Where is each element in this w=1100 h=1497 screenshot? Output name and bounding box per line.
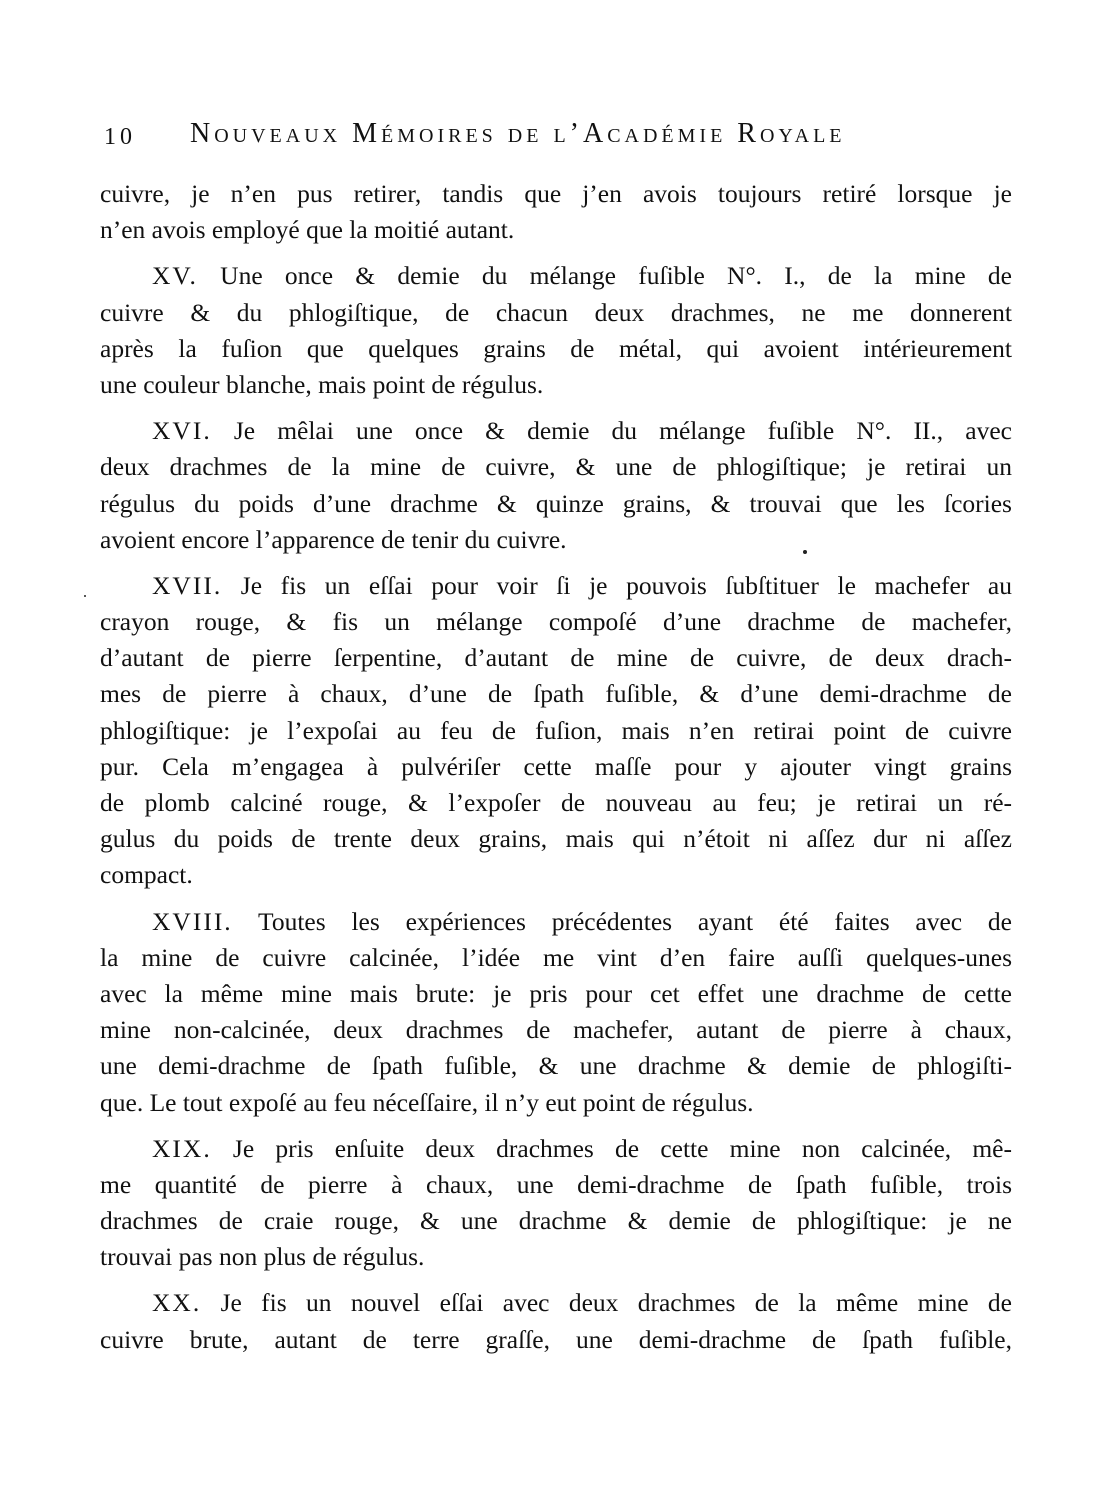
text-line <box>100 212 1012 248</box>
paragraph-number: XX. <box>152 1288 202 1318</box>
paragraph <box>100 258 1012 403</box>
line-text: Je mêlai une once & demie du mélange fuſible N°. II., avec <box>233 416 1013 446</box>
paragraph-number: XVIII. <box>152 906 233 936</box>
text-line <box>100 640 1012 676</box>
line-text: avoient encore l’apparence de tenir du cuivre. <box>100 524 567 554</box>
text-line <box>100 258 1012 294</box>
paragraph <box>100 1131 1012 1276</box>
paragraph-gap <box>100 248 1012 258</box>
running-header <box>104 118 1004 162</box>
paragraph-gap <box>100 1121 1012 1131</box>
line-text: Je pris enſuite deux drachmes de cette mine non calcinée, mê- <box>232 1133 1012 1163</box>
line-text: crayon rouge, & fis un mélange compoſé d’une drachme de machefer, <box>100 607 1012 637</box>
line-text: une demi-drachme de ſpath fuſible, & une drachme & demie de phlogiſti- <box>100 1051 1012 1081</box>
paragraph <box>100 176 1012 248</box>
line-text: de plomb calciné rouge, & l’expoſer de nouveau au feu; je retirai un ré- <box>100 788 1012 817</box>
line-text: une couleur blanche, mais point de régulus. <box>100 369 544 399</box>
line-text: trouvai pas non plus de régulus. <box>100 1242 425 1272</box>
line-text: que. Le tout expoſé au feu néceſſaire, il n’y eut point de régulus. <box>100 1087 754 1117</box>
text-line <box>100 367 1012 403</box>
line-text: avec la même mine mais brute: je pris pour cet effet une drachme de cette <box>100 978 1012 1008</box>
text-line <box>100 176 1012 212</box>
line-text: compact. <box>100 860 193 890</box>
text-line <box>100 1085 1012 1121</box>
line-text: Je fis un nouvel eſſai avec deux drachmes de la même mine de <box>220 1288 1012 1318</box>
line-text: régulus du poids d’une drachme & quinze grains, & trouvai que les ſcories <box>100 488 1012 518</box>
print-speck <box>803 550 807 554</box>
line-text: la mine de cuivre calcinée, l’idée me vint d’en faire auſſi quelques-unes <box>100 942 1012 972</box>
text-line <box>100 1131 1012 1167</box>
text-line <box>100 676 1012 712</box>
text-line <box>100 604 1012 640</box>
text-line <box>100 821 1012 857</box>
text-line <box>100 940 1012 976</box>
line-text: phlogiſtique: je l’expoſai au feu de fuſion, mais n’en retirai point de cuivre <box>100 715 1012 745</box>
text-line <box>100 1167 1012 1203</box>
line-text: pur. Cela m’engagea à pulvériſer cette maſſe pour y ajouter vingt grains <box>100 751 1012 781</box>
line-text: cuivre, je n’en pus retirer, tandis que j’en avois toujours retiré lorsque je <box>100 179 1012 208</box>
line-text: cuivre & du phlogiſtique, de chacun deux drachmes, ne me donnerent <box>100 297 1012 327</box>
line-text: d’autant de pierre ſerpentine, d’autant de mine de cuivre, de deux drach- <box>100 643 1012 673</box>
paragraph-gap <box>100 403 1012 413</box>
print-speck <box>84 595 86 597</box>
text-line <box>100 331 1012 367</box>
text-line <box>100 486 1012 522</box>
text-line <box>100 413 1012 449</box>
text-line <box>100 713 1012 749</box>
text-line <box>100 857 1012 893</box>
text-line <box>100 522 1012 558</box>
paragraph-gap <box>100 1275 1012 1285</box>
line-text: après la fuſion que quelques grains de métal, qui avoient intérieurement <box>100 333 1012 363</box>
line-text: Toutes les expériences précédentes ayant été faites avec de <box>258 906 1012 936</box>
line-text: n’en avois employé que la moitié autant. <box>100 215 515 245</box>
body-text <box>100 176 1012 1358</box>
text-line <box>100 1012 1012 1048</box>
text-line <box>100 295 1012 331</box>
line-text: mine non-calcinée, deux drachmes de machefer, autant de pierre à chaux, <box>100 1015 1012 1045</box>
line-text: Je fis un eſſai pour voir ſi je pouvois ſubſtituer le machefer au <box>240 570 1012 600</box>
paragraph <box>100 1285 1012 1357</box>
paragraph-number: XVI. <box>152 416 212 446</box>
line-text: me quantité de pierre à chaux, une demi-drachme de ſpath fuſible, trois <box>100 1169 1012 1199</box>
line-text: drachmes de craie rouge, & une drachme & demie de phlogiſtique: je ne <box>100 1206 1012 1236</box>
line-text: Une once & demie du mélange fuſible N°. I., de la mine de <box>220 261 1012 291</box>
text-line <box>100 568 1012 604</box>
text-line <box>100 1322 1012 1358</box>
line-text: deux drachmes de la mine de cuivre, & une de phlogiſtique; je retirai un <box>100 452 1012 482</box>
text-line <box>100 904 1012 940</box>
page-number: 10 <box>104 124 136 150</box>
paragraph-number: XV. <box>152 261 198 291</box>
paragraph <box>100 413 1012 558</box>
text-line <box>100 1048 1012 1084</box>
line-text: gulus du poids de trente deux grains, mais qui n’étoit ni aſſez dur ni aſſez <box>100 824 1012 854</box>
running-title: Nouveaux Mémoires de l’Académie Royale <box>190 118 846 149</box>
text-line <box>100 449 1012 485</box>
text-line <box>100 1239 1012 1275</box>
line-text: mes de pierre à chaux, d’une de ſpath fuſible, & d’une demi-drachme de <box>100 679 1012 709</box>
paragraph-number: XIX. <box>152 1133 212 1163</box>
text-line <box>100 1203 1012 1239</box>
text-line <box>100 1285 1012 1321</box>
paragraph-gap <box>100 558 1012 568</box>
text-line <box>100 785 1012 821</box>
paragraph <box>100 904 1012 1121</box>
paragraph-gap <box>100 894 1012 904</box>
paragraph <box>100 568 1012 894</box>
paragraph-number: XVII. <box>152 570 223 600</box>
line-text: cuivre brute, autant de terre graſſe, une demi-drachme de ſpath fuſible, <box>100 1324 1012 1354</box>
text-line <box>100 976 1012 1012</box>
text-line <box>100 749 1012 785</box>
